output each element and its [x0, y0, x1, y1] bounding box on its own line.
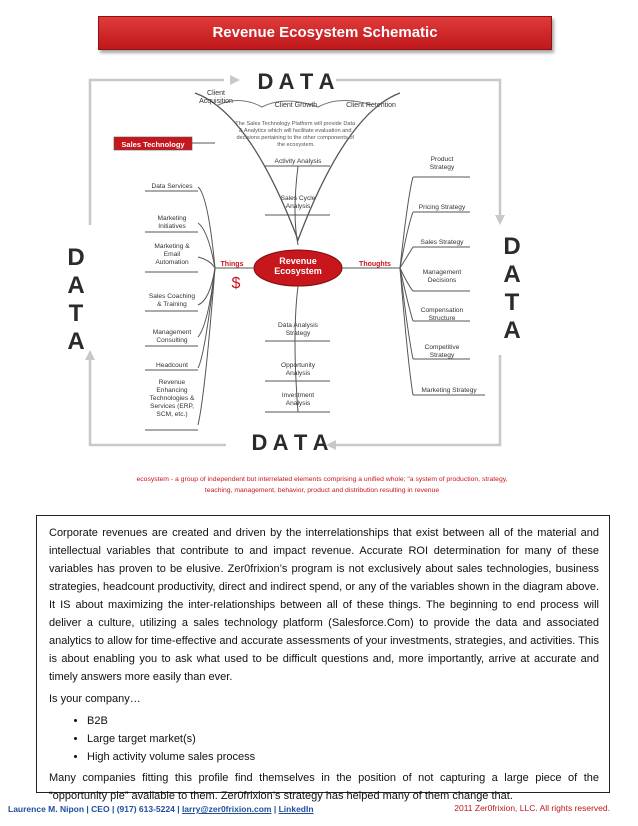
data-right-t: T	[504, 289, 520, 316]
left-item-headcount: Headcount	[156, 362, 188, 369]
footer-contact: Laurence M. Nipon | CEO | (917) 613-5224 | larry@zer0frixion.com | LinkedIn	[8, 804, 314, 814]
left-item-marketing-initiatives: Marketing Initiatives	[157, 215, 187, 230]
data-label-bottom: D A T A	[251, 430, 329, 455]
footer-email-link[interactable]: larry@zer0frixion.com	[181, 804, 272, 814]
center-item-sales-cycle: Sales Cycle Analysis	[280, 195, 316, 210]
data-left-t: T	[68, 300, 84, 327]
center-label: Revenue Ecosystem	[274, 256, 322, 276]
sales-technology-label: Sales Technology	[121, 140, 185, 149]
left-item-management-consulting: Management Consulting	[152, 329, 192, 344]
definition-line-1: ecosystem - a group of independent but interrelated elements comprising a unified whole; "a system of production, strategy,	[136, 476, 508, 483]
copyright-notice: 2011 Zer0frixion, LLC. All rights reserved.	[454, 803, 610, 813]
right-item-pricing: Pricing Strategy	[418, 204, 466, 211]
data-left-a2: A	[67, 328, 85, 355]
right-item-marketing: Marketing Strategy	[421, 387, 477, 394]
list-item: • High activity volume sales process	[87, 748, 599, 766]
right-item-compensation: Compensation Structure	[420, 307, 464, 322]
paragraph-intro: Corporate revenues are created and driven by the interrelationships that exist between all of the material and intellectual variables that contribute to and impact revenue. Accurate ROI determination for many of these variables has proven to be elusive. Zer0frixion’s program is not exclusively about sales technologies, business strategies, headcount productivity, direct and indirect spend, or any of the variables shown in the diagram above. It IS about maximizing the inter-relationships between all of these things. The beginning to end process will deliver a culture, utilizing a sales technology platform (Salesforce.Com) to provide the data and associated analytics to allow for time-effective and accurate assessments of your investments, strategies, and activities. This is about enabling you to ask what used to be difficult questions and, more importantly, arrive at accurate and timely answers more easily than ever.	[49, 527, 599, 683]
data-left-d: D	[67, 244, 85, 271]
list-item: • Large target market(s)	[87, 730, 599, 748]
definition-line-2: teaching, management, behavior, product and distribution resulting in revenue	[204, 487, 440, 494]
center-item-opportunity: Opportunity Analysis	[280, 362, 316, 377]
left-item-sales-coaching: Sales Coaching & Training	[148, 293, 196, 308]
center-item-data-analysis: Data Analysis Strategy	[278, 322, 318, 337]
footer-role: CEO	[91, 804, 110, 814]
data-right-a1: A	[503, 261, 521, 288]
left-item-marketing-automation: Marketing & Email Automation	[154, 243, 190, 266]
footer-linkedin-link[interactable]: LinkedIn	[278, 804, 314, 814]
data-right-a2: A	[503, 317, 521, 344]
left-item-data-services: Data Services	[151, 183, 193, 190]
left-item-revenue-tech: Revenue Enhancing Technologies & Services (ERP, SCM, etc.)	[149, 379, 195, 418]
right-item-competitive: Competitive Strategy	[424, 344, 460, 359]
funnel-label-acquisition: Client Acquisition	[199, 90, 233, 105]
right-item-product-strategy: Product Strategy	[429, 156, 455, 171]
description-panel	[36, 515, 610, 802]
right-item-management-decisions: Management Decisions	[422, 269, 462, 284]
things-label: Things	[220, 261, 244, 268]
data-label-top: D A T A	[257, 69, 335, 94]
thoughts-label: Thoughts	[359, 261, 391, 268]
question-text: Is your company…	[49, 693, 141, 705]
data-left-a1: A	[67, 272, 85, 299]
footer-name: Laurence M. Nipon	[8, 804, 85, 814]
center-item-activity-analysis: Activity Analysis	[274, 158, 322, 165]
list-item: • B2B	[87, 712, 599, 730]
revenue-ecosystem-diagram	[0, 55, 638, 505]
funnel-label-retention: Client Retention	[346, 102, 396, 109]
page-title: Revenue Ecosystem Schematic	[98, 16, 552, 50]
loop-arrow-bottom-right	[330, 355, 500, 445]
dollar-icon: $	[231, 275, 241, 292]
footer-phone: (917) 613-5224	[116, 804, 175, 814]
funnel-label-growth: Client Growth	[274, 102, 318, 109]
profile-list	[49, 712, 599, 766]
data-right-d: D	[503, 233, 521, 260]
funnel-description: The Sales Technology Platform will provide Data & Analytics which will facilitate evaluation and decisions pertaining to the other components of the ecosystem.	[235, 121, 356, 148]
right-item-sales-strategy: Sales Strategy	[420, 239, 464, 246]
loop-arrow-top-right	[336, 80, 500, 220]
center-item-investment: Investment Analysis	[281, 392, 315, 407]
paragraph-closing: Many companies fitting this profile find themselves in the position of not capturing a large piece of the “opportunity pie” available to them. Zer0frixion’s strategy has helped many of them change that.	[49, 772, 599, 802]
